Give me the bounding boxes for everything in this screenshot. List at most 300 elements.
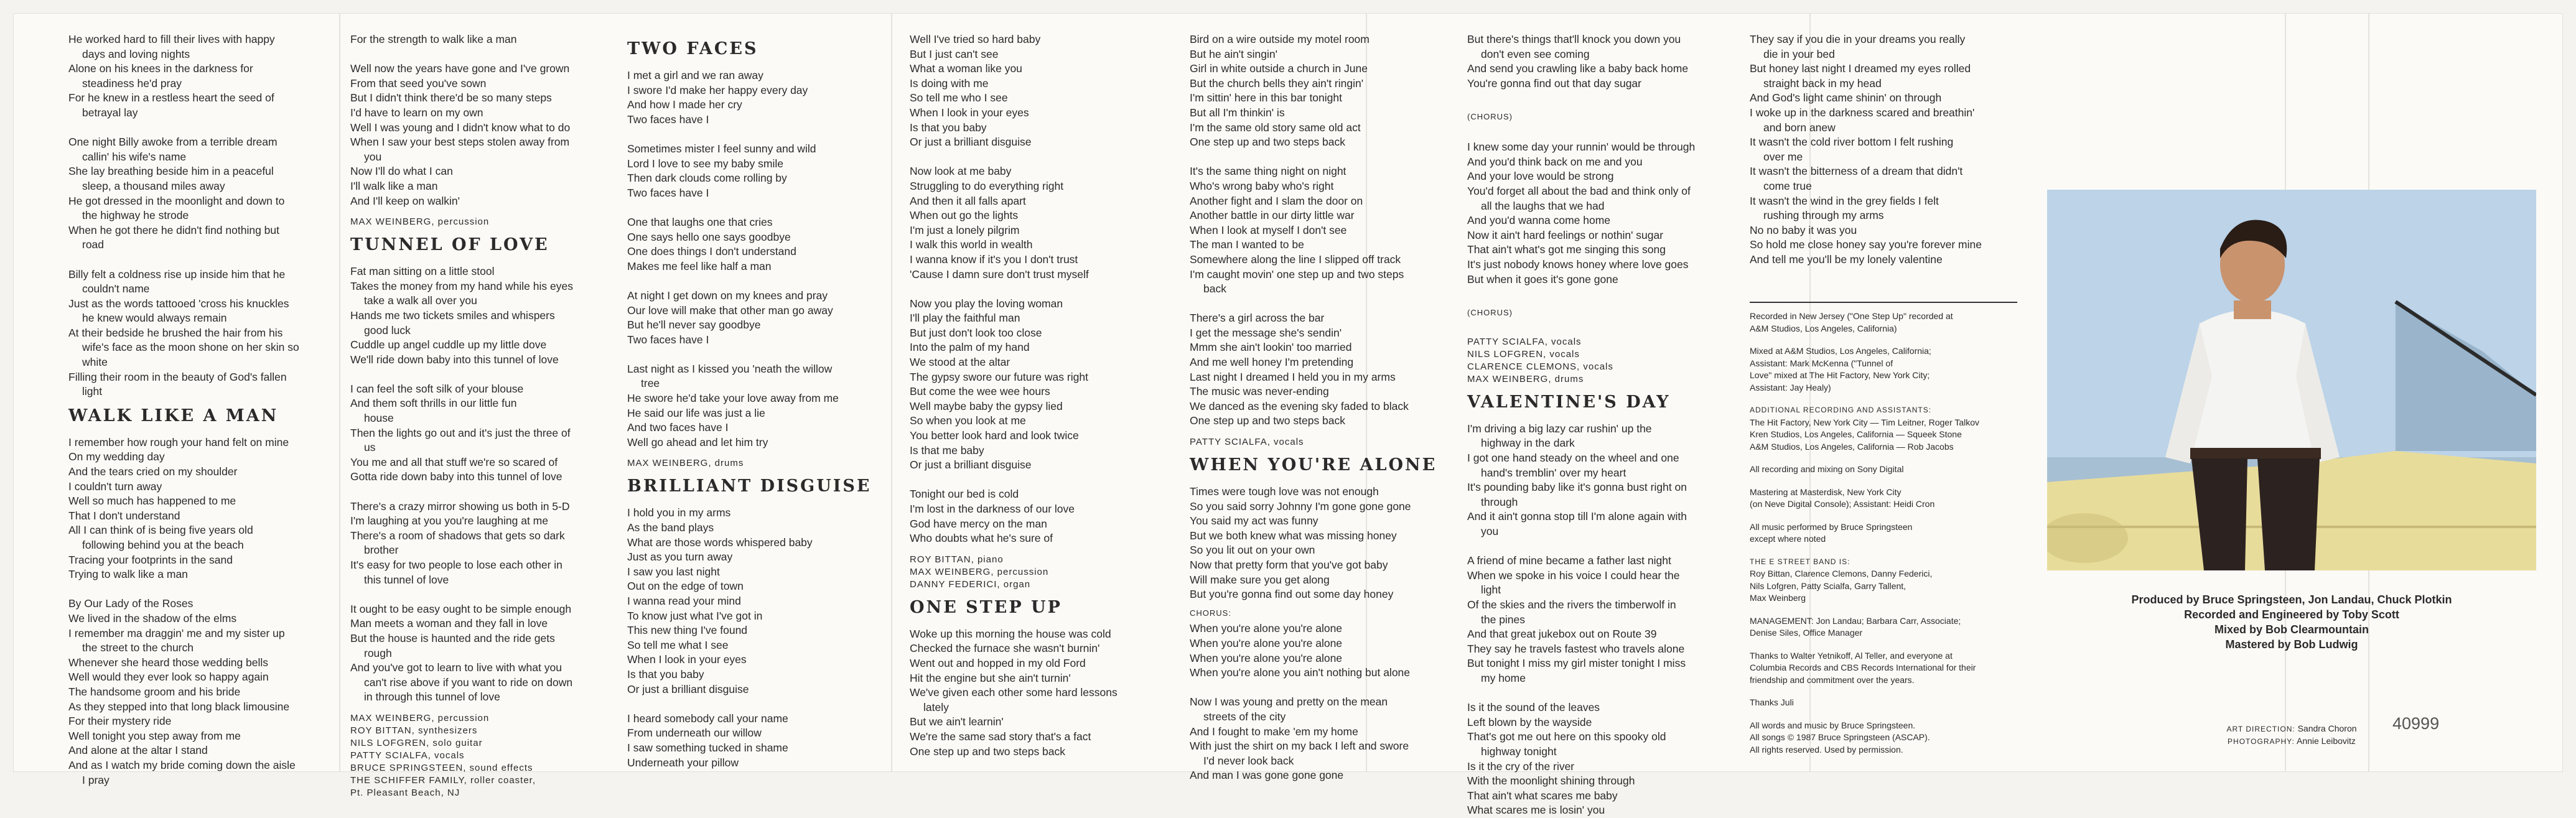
lyric-line: Just as the words tattooed 'cross his knuckles (68, 297, 289, 310)
musician-credit: MAX WEINBERG, percussion (350, 216, 490, 228)
lyric-line: Now you play the loving woman (910, 297, 1063, 310)
credit-line: All words and music by Bruce Springsteen. (1750, 720, 1916, 730)
lyric-line: Girl in white outside a church in June (1190, 62, 1368, 75)
musician-credit: MAX WEINBERG, percussion (350, 712, 490, 723)
lyric-line: die in your bed (1763, 47, 1835, 60)
lyric-line: I walk this world in wealth (910, 238, 1033, 251)
lyrics-column-3 (627, 32, 871, 770)
lyric-line: I pray (82, 773, 110, 786)
lyric-line: Now it ain't hard feelings or nothin' sugar (1467, 228, 1664, 241)
lyric-line: I'm sittin' here in this bar tonight (1190, 91, 1342, 105)
lyric-line: back (1203, 282, 1226, 295)
credit-line: Mixed at A&M Studios, Los Angeles, California; (1750, 346, 1931, 356)
lyric-line: following behind you at the beach (82, 539, 244, 551)
mastered-by: Mastered by Bob Ludwig (2225, 638, 2358, 651)
lyric-line: highway in the dark (1481, 437, 1575, 450)
lyric-line: One step up and two steps back (910, 745, 1066, 758)
credit-gap (1750, 453, 2011, 463)
lyrics-column-1 (68, 32, 299, 788)
lyric-line: Well I've tried so hard baby (910, 33, 1041, 45)
lyric-line: I saw something tucked in shame (627, 741, 788, 754)
lyric-line: But I just can't see (910, 47, 999, 60)
lyric-line: Two faces have I (627, 186, 709, 199)
lyric-line: Hands me two tickets smiles and whispers (350, 309, 555, 322)
musician-credit: Pt. Pleasant Beach, NJ (350, 787, 460, 798)
lyric-line: betrayal lay (82, 106, 138, 119)
lyric-line: He worked hard to fill their lives with happy (68, 33, 275, 45)
lyric-line: 'Cause I damn sure don't trust myself (910, 267, 1089, 281)
lyric-line: he knew would always remain (82, 312, 227, 325)
stanza-gap (1467, 91, 1695, 106)
lyric-line: He got dressed in the moonlight and down to (68, 194, 285, 207)
stanza-gap (1467, 287, 1695, 302)
lyric-line: Trying to walk like a man (68, 568, 188, 581)
song-title: WHEN YOU'RE ALONE (1190, 455, 1437, 475)
lyric-line: I swore I'd make her happy every day (627, 83, 808, 96)
lyric-line: We'll ride down baby into this tunnel of love (350, 353, 559, 366)
credit-line: Recorded in New Jersey ("One Step Up" recorded at (1750, 311, 1953, 321)
lyric-line: One night Billy awoke from a terrible dream (68, 136, 278, 149)
musician-credit: DANNY FEDERICI, organ (910, 579, 1031, 590)
lyric-line: I hold you in my arms (627, 506, 731, 519)
credit-line: Love" mixed at The Hit Factory, New York City; (1750, 370, 1930, 380)
lyric-line: tree (641, 377, 660, 390)
lyric-line: By Our Lady of the Roses (68, 597, 194, 610)
lyric-line: rough (364, 646, 392, 659)
lyric-line: That ain't what's got me singing this song (1467, 243, 1666, 256)
chorus-label: (CHORUS) (1467, 111, 1513, 121)
lyric-line: And your love would be strong (1467, 170, 1614, 183)
song-title: ONE STEP UP (910, 597, 1062, 617)
lyric-line: streets of the city (1203, 710, 1286, 723)
lyric-line: take a walk all over you (364, 294, 477, 307)
lyric-line: And them soft thrills in our little fun (350, 397, 517, 410)
lyric-line: But we ain't learnin' (910, 715, 1004, 728)
lyric-line: When I look in your eyes (627, 653, 747, 666)
lyric-line: Now I was young and pretty on the mean (1190, 695, 1388, 709)
lyric-line: And me well honey I'm pretending (1190, 356, 1354, 369)
credit-gap (1750, 335, 2011, 345)
lyric-line: Went out and hopped in my old Ford (910, 656, 1086, 669)
lyric-line: I saw you last night (627, 565, 720, 578)
lyric-line: To know just what I've got in (627, 609, 763, 622)
lyric-line: But honey last night I dreamed my eyes rolled (1750, 62, 1971, 75)
lyrics-column-5 (1190, 32, 1437, 783)
lyric-line: I couldn't turn away (68, 480, 162, 493)
lyric-line: For their mystery ride (68, 715, 172, 728)
lyric-line: Who doubts what he's sure of (910, 532, 1053, 545)
lyric-line: It's the same thing night on night (1190, 165, 1346, 178)
fold-line (339, 14, 340, 771)
lyric-line: From underneath our willow (627, 727, 762, 740)
lyric-line: Then the lights go out and it's just the three of (350, 426, 571, 439)
lyric-line: sleep, a thousand miles away (82, 179, 225, 192)
lyric-line: Is it the cry of the river (1467, 760, 1575, 773)
stanza-gap (910, 473, 1118, 488)
lyric-line: I'll play the faithful man (910, 312, 1020, 325)
lyric-line: Whenever she heard those wedding bells (68, 656, 269, 669)
stanza-gap (1190, 681, 1437, 695)
lyric-line: I got one hand steady on the wheel and one (1467, 452, 1679, 465)
musician-credit: MAX WEINBERG, drums (627, 458, 744, 469)
lyric-line: Of the skies and the rivers the timberwolf in (1467, 598, 1676, 611)
lyric-line: But I didn't think there'd be so many steps (350, 91, 552, 105)
lyric-line: Alone on his knees in the darkness for (68, 62, 253, 75)
lyric-line: Is that me baby (910, 444, 984, 457)
lyric-line: Woke up this morning the house was cold (910, 627, 1111, 640)
lyric-line: Well tonight you step away from me (68, 729, 241, 742)
lyric-line: You said my act was funny (1190, 514, 1318, 528)
song-title: TWO FACES (627, 39, 758, 58)
credit-line: All rights reserved. Used by permission. (1750, 744, 1903, 755)
lyric-line: can't rise above if you want to ride on down (364, 676, 573, 689)
lyric-line: What scares me is losin' you (1467, 804, 1605, 817)
lyric-line: I wanna read your mind (627, 595, 741, 607)
lyric-line: Somewhere along the line I slipped off track (1190, 253, 1401, 266)
stanza-gap (1467, 686, 1695, 701)
lyric-line: And man I was gone gone gone (1190, 769, 1344, 782)
fold-line (891, 14, 892, 771)
lyric-line: At night I get down on my knees and pray (627, 289, 828, 302)
lyric-line: It wasn't the cold river bottom I felt rushing (1750, 136, 1954, 149)
lyric-line: When he got there he didn't find nothing but (68, 223, 280, 236)
credit-line: (on Neve Digital Console); Assistant: Heidi Cron (1750, 499, 1935, 509)
lyric-line: rushing through my arms (1763, 209, 1884, 222)
lyric-line: The handsome groom and his bride (68, 685, 241, 698)
credit-line: Max Weinberg (1750, 593, 1806, 603)
lyric-line: There's a room of shadows that gets so dark (350, 529, 565, 542)
lyrics-column-4 (910, 32, 1118, 759)
lyric-line: through (1481, 495, 1518, 508)
credit-line: A&M Studios, Los Angeles, California) (1750, 323, 1897, 333)
lyric-line: couldn't name (82, 282, 150, 295)
musician-credit: MAX WEINBERG, percussion (910, 566, 1049, 577)
lyric-line: We stood at the altar (910, 356, 1010, 369)
lyric-line: Lord I love to see my baby smile (627, 157, 783, 170)
musician-credit: PATTY SCIALFA, vocals (350, 750, 465, 761)
stanza-gap (350, 367, 573, 382)
lyric-line: I get the message she's sendin' (1190, 326, 1342, 339)
lyric-line: It's easy for two people to lose each other in (350, 559, 562, 571)
lyric-line: And you'd think back on me and you (1467, 155, 1643, 168)
credit-line: A&M Studios, Los Angeles, California — Rob Jacobs (1750, 441, 1954, 452)
lyric-line: One that laughs one that cries (627, 215, 773, 228)
lyric-line: road (82, 238, 105, 251)
credit-gap (1750, 686, 2011, 697)
lyric-line: light (82, 385, 103, 398)
lyric-line: brother (364, 544, 399, 557)
lyric-line: But all I'm thinkin' is (1190, 106, 1285, 119)
lyric-line: Well I was young and I didn't know what to do (350, 121, 571, 134)
lyric-line: With just the shirt on my back I left and swore (1190, 740, 1409, 753)
lyric-line: Sometimes mister I feel sunny and wild (627, 142, 816, 155)
lyric-line: But come the wee wee hours (910, 385, 1050, 398)
stanza-gap (1190, 297, 1437, 312)
lyric-line: You better look hard and look twice (910, 429, 1079, 442)
lyric-line: She lay breathing beside him in a peaceful (68, 165, 274, 178)
lyric-line: Our love will make that other man go away (627, 304, 833, 317)
credit-line: Thanks Juli (1750, 697, 1794, 707)
lyric-line: all the laughs that we had (1481, 199, 1605, 212)
lyric-line: I'm caught movin' one step up and two steps (1190, 267, 1404, 281)
lyric-line: A friend of mine became a father last night (1467, 554, 1671, 567)
lyric-line: I met a girl and we ran away (627, 69, 763, 81)
stanza-gap (1467, 126, 1695, 141)
credit-line: Nils Lofgren, Patty Scialfa, Garry Tallent, (1750, 580, 1906, 591)
lyric-line: Last night I dreamed I held you in my arms (1190, 370, 1396, 383)
stanza-gap (1190, 150, 1437, 165)
lyric-line: The gypsy swore our future was right (910, 370, 1088, 383)
lyric-line: They say he travels fastest who travels alone (1467, 642, 1685, 655)
credit-line: Kren Studios, Los Angeles, California — Squeek Stone (1750, 429, 1962, 439)
lyric-line: I remember ma draggin' me and my sister up (68, 626, 285, 639)
lyric-line: Is it the sound of the leaves (1467, 701, 1600, 714)
credit-line: All music performed by Bruce Springsteen (1750, 521, 1913, 532)
lyric-line: But the church bells they ain't ringin' (1190, 77, 1364, 90)
lyric-line: I'd never look back (1203, 754, 1294, 767)
lyric-line: house (364, 412, 394, 425)
musician-credit: ROY BITTAN, piano (910, 554, 1004, 565)
stanza-gap (627, 697, 871, 712)
lyric-line: you (364, 150, 382, 163)
lyric-line: Is doing with me (910, 77, 989, 90)
lyric-line: Times were tough love was not enough (1190, 485, 1379, 498)
lyric-line: And you'd wanna come home (1467, 214, 1611, 227)
lyric-line: As the band plays (627, 521, 714, 534)
lyric-line: As they stepped into that long black limousine (68, 700, 290, 713)
lyric-line: The music was never-ending (1190, 385, 1329, 398)
credit-gap (1750, 476, 2011, 486)
lyric-line: And then it all falls apart (910, 194, 1026, 207)
lyric-line: Checked the furnace she wasn't burnin' (910, 642, 1100, 655)
lyric-line: I'll walk like a man (350, 179, 438, 192)
credit-gap (1750, 709, 2011, 720)
lyric-line: But we both knew what was missing honey (1190, 529, 1397, 542)
lyric-line: You're gonna find out that day sugar (1467, 77, 1641, 90)
credit-gap (1750, 394, 2011, 404)
lyric-line: And two faces have I (627, 421, 729, 434)
credits-block (1750, 302, 2011, 756)
lyric-line: When we spoke in his voice I could hear the (1467, 569, 1680, 582)
credit-line: Thanks to Walter Yetnikoff, Al Teller, and everyone at (1750, 650, 1953, 661)
chorus-label: CHORUS: (1190, 608, 1231, 618)
lyric-line: the pines (1481, 613, 1526, 626)
lyric-line: Mmm she ain't lookin' too married (1190, 341, 1352, 354)
lyric-line: For he knew in a restless heart the seed of (68, 91, 274, 105)
lyric-line: Two faces have I (627, 333, 709, 346)
production-credits (2047, 592, 2536, 652)
musician-credit: CLARENCE CLEMONS, vocals (1467, 361, 1613, 372)
lyric-line: What a woman like you (910, 62, 1022, 75)
credits-lines (1750, 310, 2011, 756)
lyric-line: Filling their room in the beauty of God's fallen (68, 370, 287, 383)
lyric-line: And you've got to learn to live with what you (350, 661, 562, 674)
lyric-line: So you lit out on your own (1190, 544, 1315, 557)
lyric-line: But tonight I miss my girl mister tonight I miss (1467, 657, 1686, 670)
lyric-line: Tonight our bed is cold (910, 488, 1019, 501)
musician-credit: ROY BITTAN, synthesizers (350, 725, 478, 736)
lyric-line: That's got me out here on this spooky old (1467, 730, 1666, 743)
lyric-line: And the tears cried on my shoulder (68, 465, 238, 478)
song-title: BRILLIANT DISGUISE (627, 476, 872, 496)
lyric-line: Now that pretty form that you've got baby (1190, 559, 1388, 571)
lyric-line: lately (923, 700, 949, 713)
credit-line: THE E STREET BAND IS: (1750, 557, 1850, 566)
lyric-line: It's just nobody knows honey where love goes (1467, 258, 1689, 271)
lyric-line: But he'll never say goodbye (627, 318, 761, 332)
lyric-line: Who's wrong baby who's right (1190, 179, 1334, 192)
lyric-line: And I fought to make 'em my home (1190, 725, 1358, 738)
lyric-line: steadiness he'd pray (82, 77, 182, 90)
lyric-line: white (82, 356, 108, 369)
lyric-line: the highway he strode (82, 209, 189, 222)
lyric-line: So you said sorry Johnny I'm gone gone gone (1190, 500, 1411, 513)
lyric-line: He said our life was just a lie (627, 406, 765, 419)
lyric-line: Hit the engine but she ain't turnin' (910, 671, 1071, 684)
lyric-line: One does things I don't understand (627, 245, 796, 258)
lyric-line: Then dark clouds come rolling by (627, 172, 787, 185)
lyric-line: But he ain't singin' (1190, 47, 1277, 60)
lyric-line: hand's tremblin' over my heart (1481, 466, 1626, 479)
musician-credit: PATTY SCIALFA, vocals (1467, 336, 1582, 347)
credit-gap (1750, 605, 2011, 615)
lyric-line: I'm driving a big lazy car rushin' up the (1467, 422, 1652, 435)
credit-line: friendship and commitment over the years. (1750, 674, 1915, 685)
lyric-line: Now I'll do what I can (350, 165, 453, 178)
lyric-line: For the strength to walk like a man (350, 33, 517, 45)
art-credits (2047, 723, 2536, 748)
musician-credit: BRUCE SPRINGSTEEN, sound effects (350, 762, 533, 773)
lyric-line: We lived in the shadow of the elms (68, 611, 237, 625)
lyric-line: don't even see coming (1481, 47, 1590, 60)
lyric-line: From that seed you've sown (350, 77, 487, 90)
stanza-gap (910, 282, 1118, 297)
lyric-line: But there's things that'll knock you down you (1467, 33, 1681, 45)
lyric-line: this tunnel of love (364, 573, 449, 586)
photography-label: PHOTOGRAPHY: (2228, 737, 2295, 746)
lyric-line: Billy felt a coldness rise up inside him that he (68, 267, 286, 281)
lyric-line: Well maybe baby the gypsy lied (910, 399, 1063, 412)
lyric-line: We danced as the evening sky faded to black (1190, 399, 1409, 412)
credits-divider (1750, 302, 2017, 303)
musician-credit: MAX WEINBERG, drums (1467, 373, 1584, 384)
lyric-line: And that great jukebox out on Route 39 (1467, 628, 1657, 641)
lyric-line: We're the same sad story that's a fact (910, 730, 1091, 743)
lyric-line: days and loving nights (82, 47, 190, 60)
stanza-gap (68, 253, 299, 267)
stanza-gap (627, 200, 871, 215)
lyric-line: When I look in your eyes (910, 106, 1029, 119)
lyric-line: Will make sure you get along (1190, 573, 1330, 586)
stanza-gap (68, 121, 299, 136)
stanza-gap (627, 347, 871, 362)
lyric-line: straight back in my head (1763, 77, 1882, 90)
lyric-line: Or just a brilliant disguise (627, 682, 749, 695)
lyric-line: Left blown by the wayside (1467, 715, 1592, 728)
lyric-line: I can feel the soft silk of your blouse (350, 382, 524, 395)
cover-photo-illustration (2047, 190, 2536, 570)
lyric-line: my home (1481, 671, 1526, 684)
lyric-line: I remember how rough your hand felt on mine (68, 435, 289, 449)
lyric-line: With the moonlight shining through (1467, 774, 1635, 788)
lyric-line: I wanna know if it's you I don't trust (910, 253, 1078, 266)
lyric-line: callin' his wife's name (82, 150, 187, 163)
credit-line: ADDITIONAL RECORDING AND ASSISTANTS: (1750, 406, 1932, 414)
lyric-line: You me and all that stuff we're so scared of (350, 455, 558, 468)
lyric-line: When you're alone you're alone (1190, 651, 1343, 664)
lyric-line: But the house is haunted and the ride gets (350, 631, 555, 644)
lyric-line: you (1481, 525, 1499, 538)
lyric-line: It ought to be easy ought to be simple enough (350, 602, 572, 615)
lyric-line: This new thing I've found (627, 624, 748, 637)
stanza-gap (350, 485, 573, 500)
lyric-line: Man meets a woman and they fall in love (350, 617, 548, 630)
credit-gap (1750, 639, 2011, 650)
lyric-line: But when it goes it's gone gone (1467, 272, 1618, 286)
lyric-line: All I can think of is being five years old (68, 524, 253, 537)
lyric-line: No no baby it was you (1750, 223, 1857, 236)
stanza-gap (1467, 321, 1695, 336)
lyrics-column-7 (1750, 32, 1982, 267)
lyric-line: So when you look at me (910, 414, 1026, 427)
lyric-line: Just as you turn away (627, 551, 733, 564)
musician-credit: NILS LOFGREN, solo guitar (350, 737, 483, 748)
photography-name: Annie Leibovitz (2296, 736, 2356, 746)
lyric-line: light (1481, 583, 1501, 597)
produced-by: Produced by Bruce Springsteen, Jon Landau, Chuck Plotkin (2131, 593, 2452, 606)
stanza-gap (1467, 539, 1695, 554)
lyric-line: But just don't look too close (910, 326, 1042, 339)
lyric-line: I'm just a lonely pilgrim (910, 223, 1020, 236)
lyric-line: Well go ahead and let him try (627, 435, 768, 449)
lyric-line: Well now the years have gone and I've grown (350, 62, 570, 75)
musician-credit: PATTY SCIALFA, vocals (1190, 437, 1304, 448)
lyric-line: I'd have to learn on my own (350, 106, 483, 119)
lyric-line: Now look at me baby (910, 165, 1012, 178)
lyric-line: I heard somebody call your name (627, 712, 788, 725)
credit-line: Denise Siles, Office Manager (1750, 628, 1863, 638)
lyric-line: I'm lost in the darkness of our love (910, 503, 1075, 515)
lyric-line: And it ain't gonna stop till I'm alone again with (1467, 510, 1687, 523)
lyric-line: When I saw your best steps stolen away from (350, 136, 570, 149)
credit-line: MANAGEMENT: Jon Landau; Barbara Carr, Associate; (1750, 615, 1961, 626)
stanza-gap (350, 47, 573, 62)
lyric-line: I knew some day your runnin' would be through (1467, 141, 1696, 154)
musician-credit: THE SCHIFFER FAMILY, roller coaster, (350, 774, 536, 786)
lyric-line: When you're alone you're alone (1190, 636, 1343, 649)
lyric-line: Another battle in our dirty little war (1190, 209, 1355, 222)
musician-credit: NILS LOFGREN, vocals (1467, 348, 1580, 360)
lyric-line: Struggling to do everything right (910, 179, 1064, 192)
credit-line: Roy Bittan, Clarence Clemons, Danny Federici, (1750, 569, 1933, 579)
lyric-line: The man I wanted to be (1190, 238, 1304, 251)
credit-gap (1750, 511, 2011, 521)
lyric-line: So hold me close honey say you're forever mine (1750, 238, 1982, 251)
recorded-by: Recorded and Engineered by Toby Scott (2184, 608, 2399, 621)
lyric-line: Out on the edge of town (627, 580, 744, 593)
lyric-line: Or just a brilliant disguise (910, 136, 1032, 149)
lyric-line: Well so much has happened to me (68, 495, 236, 508)
lyric-line: It's pounding baby like it's gonna bust right on (1467, 481, 1687, 494)
lyrics-column-6 (1467, 32, 1695, 818)
lyric-line: We've given each other some hard lessons (910, 686, 1118, 699)
lyric-line: I woke up in the darkness scared and breathin' (1750, 106, 1975, 119)
lyric-line: And tell me you'll be my lonely valentine (1750, 253, 1943, 266)
lyric-line: come true (1763, 179, 1812, 192)
lyric-line: the street to the church (82, 641, 194, 654)
lyric-line: Another fight and I slam the door on (1190, 194, 1363, 207)
lyric-line: Takes the money from my hand while his eyes (350, 279, 573, 292)
